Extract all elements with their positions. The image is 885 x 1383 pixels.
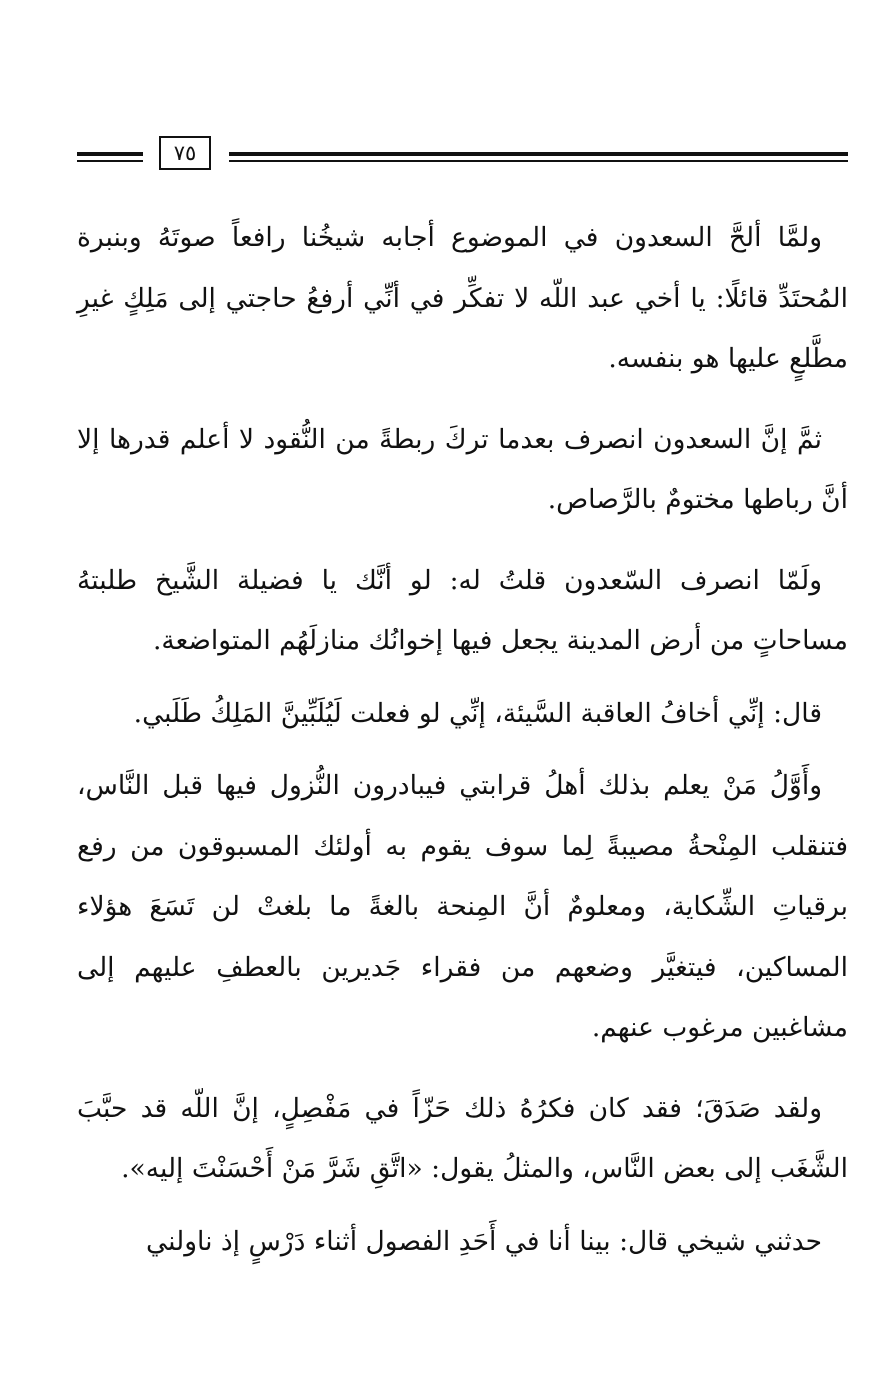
paragraph-4: قال: إنِّي أخافُ العاقبة السَّيئة، إنِّي لو فعلت لَيُلَبِّينَّ المَلِكُ طَلَبي. — [133, 697, 822, 729]
paragraph-6: ولقد صَدَقَ؛ فقد كان فكرُهُ ذلك حَزّاً في مَفْصِلٍ، إنَّ اللّه قد حبَّبَ الشَّغَب إلى بعض النَّاس، والمثلُ يقول: «اتَّقِ شَرَّ مَنْ أَحْسَنْتَ إليه». — [77, 1092, 848, 1184]
paragraph-1: ولمَّا ألحَّ السعدون في الموضوع أجابه شيخُنا رافعاً صوتَهُ وبنبرة المُحتَدِّ قائلًا: يا أخي عبد اللّه لا تفكِّر في أنِّي أرفعُ حاجتي إلى مَلِكٍ غيرِ مطَّلعٍ عليها هو بنفسه. — [77, 222, 848, 374]
paragraph-5: وأَوَّلُ مَنْ يعلم بذلك أهلُ قرابتي فيبادرون النُّزول فيها قبل النَّاس، فتنقلب المِنْحةُ مصيبةً لِما سوف يقوم به أولئك المسبوقون من رفع برقياتِ الشِّكاية، ومعلومٌ أنَّ المِنحة بالغةً ما بلغتْ لن تَسَعَ هؤلاء المساكين، فيتغيَّر وضعهم من فقراء جَديرين بالعطفِ عليهم إلى مشاغبين مرغوب عنهم. — [77, 770, 848, 1043]
page-number: ٧٥ — [159, 136, 211, 170]
paragraph-3: ولَمّا انصرف السّعدون قلتُ له: لو أنَّك يا فضيلة الشَّيخ طلبتهُ مساحاتٍ من أرض المدينة يجعل فيها إخوانُك منازلَهُم المتواضعة. — [77, 564, 848, 656]
header-rule-right — [229, 152, 848, 166]
paragraph-7: حدثني شيخي قال: بينا أنا في أَحَدِ الفصول أثناء دَرْسٍ إذ ناولني — [146, 1225, 822, 1257]
header-rule-left — [77, 152, 143, 166]
page-body — [77, 208, 848, 1292]
paragraph-2: ثمَّ إنَّ السعدون انصرف بعدما تركَ ربطةً من النُّقود لا أعلم قدرها إلا أنَّ رباطها مختومٌ بالرَّصاص. — [77, 423, 848, 515]
page-header — [77, 136, 848, 178]
